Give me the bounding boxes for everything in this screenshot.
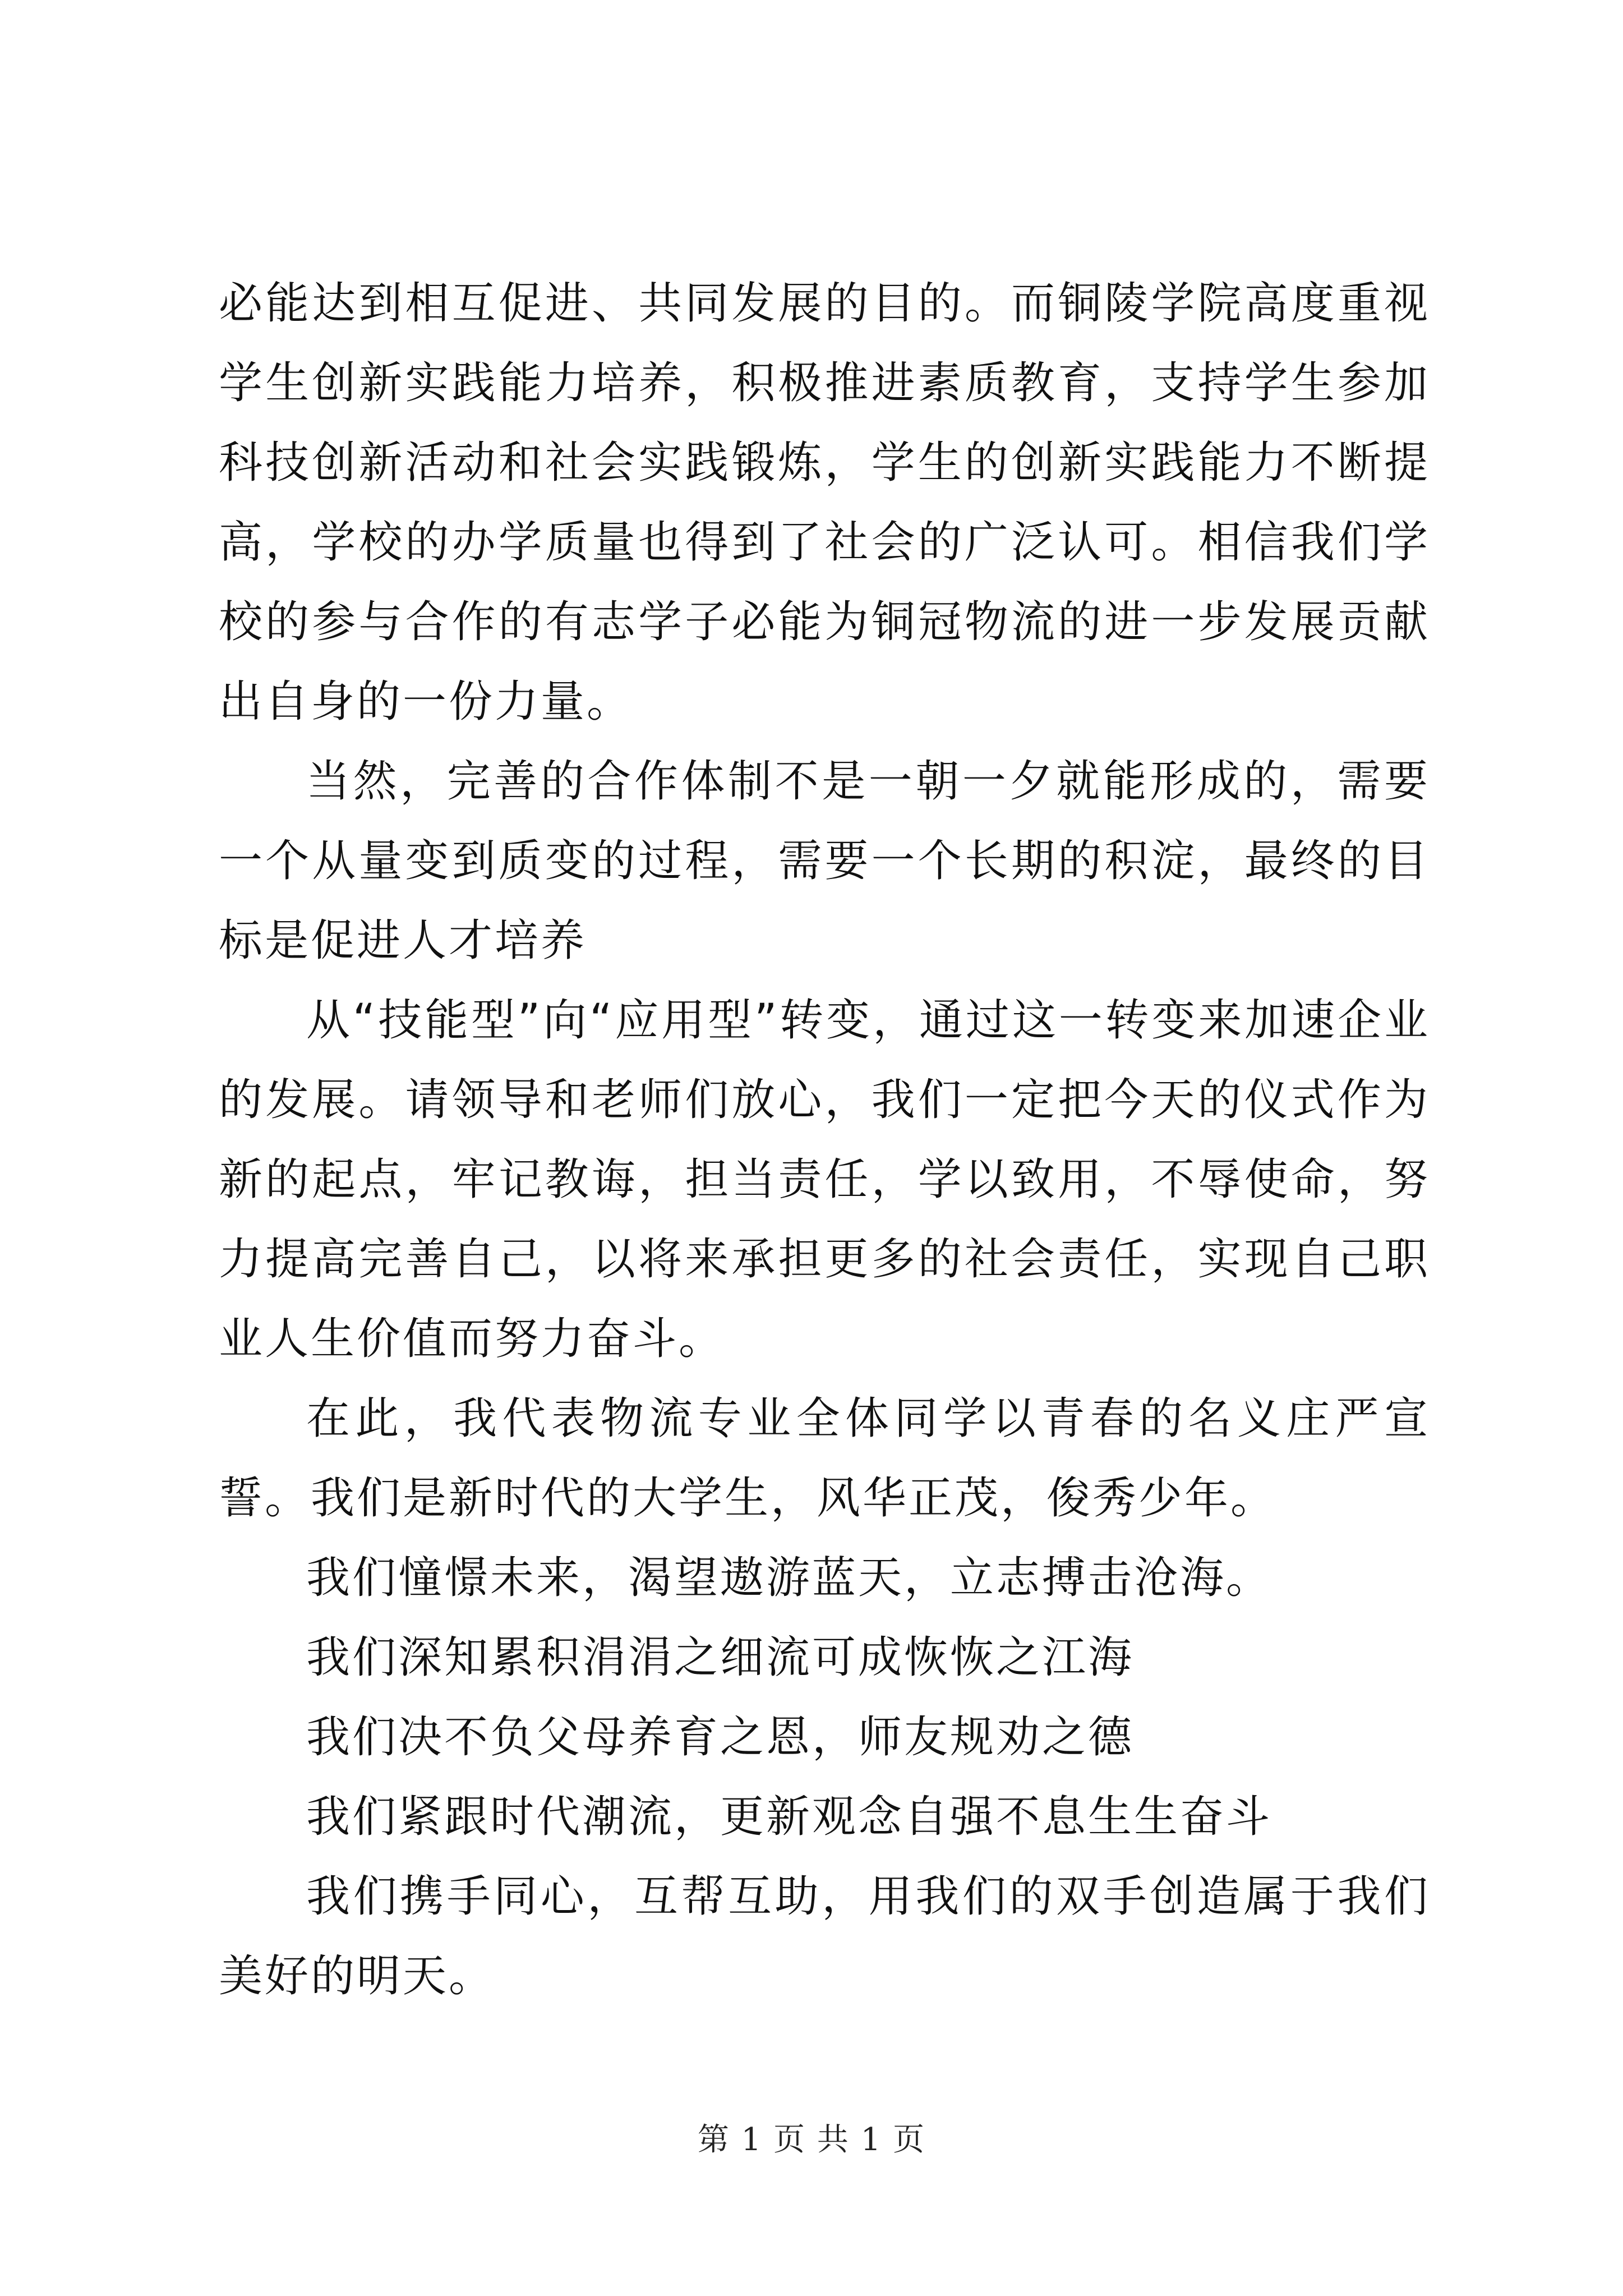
paragraph: 在此，我代表物流专业全体同学以青春的名义庄严宣誓。我们是新时代的大学生，风华正茂，俊秀少年。 [219, 1393, 1430, 1524]
document-body [219, 264, 1430, 2016]
page-number-footer: 第 1 页 共 1 页 [697, 2122, 926, 2158]
paragraph: 必能达到相互促进、共同发展的目的。而铜陵学院高度重视学生创新实践能力培养，积极推进素质教育，支持学生参加科技创新活动和社会实践锻炼，学生的创新实践能力不断提高，学校的办学质量也得到了社会的广泛认可。相信我们学校的参与合作的有志学子必能为铜冠物流的进一步发展贡献出自身的一份力量。 [219, 278, 1430, 727]
paragraph: 我们憧憬未来，渴望遨游蓝天，立志搏击沧海。 [306, 1553, 1272, 1603]
paragraph: 我们携手同心，互帮互助，用我们的双手创造属于我们美好的明天。 [219, 1871, 1430, 2001]
paragraph: 从“技能型”向“应用型”转变，通过这一转变来加速企业的发展。请领导和老师们放心，我们一定把今天的仪式作为新的起点，牢记教诲，担当责任，学以致用，不辱使命，努力提高完善自己，以将来承担更多的社会责任，实现自己职业人生价值而努力奋斗。 [219, 995, 1430, 1364]
paragraph: 我们深知累积涓涓之细流可成恢恢之江海 [306, 1632, 1135, 1683]
paragraph: 我们紧跟时代潮流，更新观念自强不息生生奋斗 [306, 1792, 1272, 1842]
paragraph: 我们决不负父母养育之恩，师友规劝之德 [306, 1712, 1135, 1763]
paragraph: 当然，完善的合作体制不是一朝一夕就能形成的，需要一个从量变到质变的过程，需要一个长期的积淀，最终的目标是促进人才培养 [219, 756, 1430, 966]
